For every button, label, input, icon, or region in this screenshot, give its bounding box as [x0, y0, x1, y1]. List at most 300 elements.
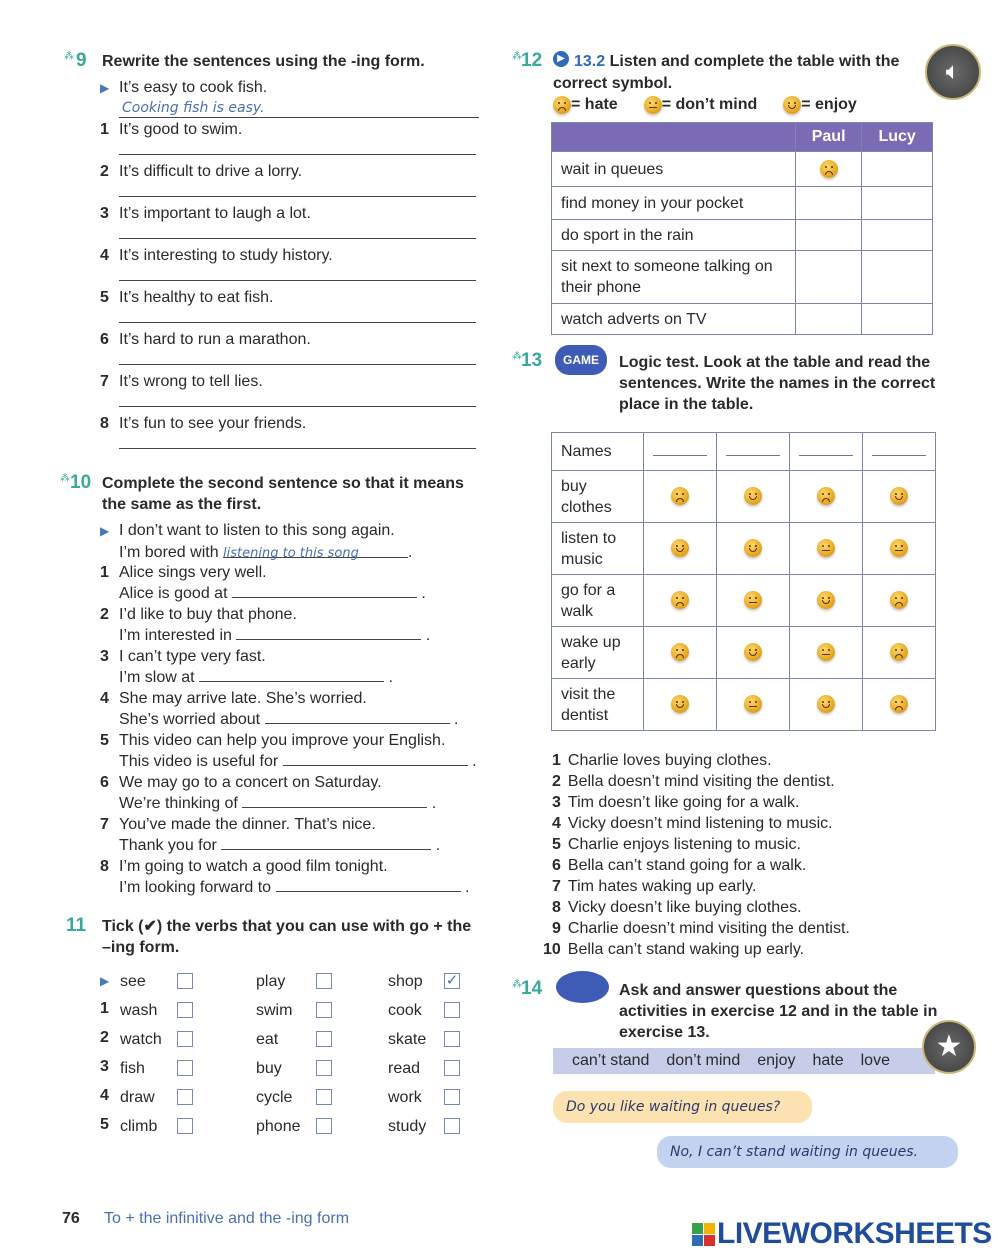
sentence-number: 10 — [543, 941, 561, 958]
star-button[interactable] — [922, 1020, 976, 1074]
hate-face-icon — [890, 695, 908, 713]
item-number: 1 — [100, 121, 109, 138]
speaker-icon: 🔈︎ — [945, 58, 961, 85]
activity-cell: do sport in the rain — [552, 220, 796, 251]
face-legend — [553, 94, 857, 115]
logo-text: LIVEWORKSHEETS — [717, 1217, 992, 1250]
second-sentence: I’m interested in — [119, 627, 232, 644]
verb-checkbox[interactable] — [444, 1031, 460, 1047]
star-marker-icon: ⁂ — [512, 351, 522, 362]
exercise-item — [100, 413, 306, 434]
star-marker-icon: ⁂ — [60, 473, 70, 484]
sentence — [552, 876, 756, 897]
exercise-item — [100, 371, 263, 392]
face-cell — [644, 575, 717, 627]
word-bank-item: love — [860, 1052, 890, 1069]
verb-label: draw — [120, 1089, 155, 1106]
answer-blank[interactable] — [236, 625, 421, 640]
word-bank — [553, 1048, 935, 1074]
table-row — [552, 627, 936, 679]
enjoy-face-icon — [744, 487, 762, 505]
item-number: 8 — [100, 415, 109, 432]
exercise-14-number: 14 — [521, 978, 543, 999]
lucy-cell[interactable] — [862, 304, 933, 335]
activity-cell: visit the dentist — [552, 679, 644, 731]
exercise-item — [100, 203, 311, 224]
title-line: –ing form. — [102, 939, 180, 956]
verb-label: phone — [256, 1118, 301, 1135]
title-line: place in the table. — [619, 396, 754, 413]
activity-cell: watch adverts on TV — [552, 304, 796, 335]
title-line: Complete the second sentence so that it means — [102, 475, 464, 492]
row-number: 3 — [100, 1058, 109, 1075]
face-cell — [717, 471, 790, 523]
verb-checkbox[interactable] — [316, 1118, 332, 1134]
hate-face-icon — [671, 487, 689, 505]
first-sentence: You’ve made the dinner. That’s nice. — [119, 816, 376, 833]
title-line: exercise 13. — [619, 1024, 710, 1041]
sentence-number: 2 — [552, 773, 561, 790]
verb-label: swim — [256, 1002, 293, 1019]
first-sentence: I’m going to watch a good film tonight. — [119, 858, 388, 875]
exercise-item: 8 I’m going to watch a good film tonight. I’m looking forward to . — [100, 858, 470, 896]
exercise-item: 4 She may arrive late. She’s worried. She’s worried about . — [100, 690, 459, 728]
exercise-item: 6 We may go to a concert on Saturday. We’re thinking of . — [100, 774, 437, 812]
exercise-9-example — [100, 77, 267, 99]
row-number: ▶ — [100, 974, 110, 988]
activity-cell: go for a walk — [552, 575, 644, 627]
item-number: 7 — [100, 816, 109, 833]
answer-blank[interactable] — [221, 835, 431, 850]
exercise-11-title — [102, 916, 471, 958]
enjoy-face-icon — [671, 695, 689, 713]
first-sentence: This video can help you improve your English. — [119, 732, 446, 749]
second-sentence: I’m bored with — [119, 544, 219, 561]
dont-mind-face-icon — [744, 591, 762, 609]
first-sentence: She may arrive late. She’s worried. — [119, 690, 367, 707]
verb-label: eat — [256, 1031, 279, 1048]
verb-label: fish — [120, 1060, 145, 1077]
answer-blank[interactable] — [232, 583, 417, 598]
sentence-text: Tim doesn’t like going for a walk. — [567, 794, 800, 811]
logic-table — [551, 432, 936, 731]
answer-line[interactable] — [119, 406, 476, 407]
verb-label: cycle — [256, 1089, 293, 1106]
item-text: It’s healthy to eat fish. — [119, 289, 274, 306]
legend-label: = don’t mind — [661, 96, 758, 113]
sentence-text: Charlie doesn’t mind visiting the dentist. — [567, 920, 850, 937]
face-cell — [790, 471, 863, 523]
second-sentence: I’m looking forward to — [119, 879, 272, 896]
verb-checkbox[interactable] — [316, 1002, 332, 1018]
table-row — [552, 152, 933, 187]
column-header: Lucy — [862, 123, 933, 152]
face-cell — [717, 679, 790, 731]
item-text: It’s good to swim. — [119, 121, 243, 138]
dont-mind-face-icon — [817, 539, 835, 557]
star-marker-icon: ⁂ — [64, 51, 74, 62]
answer-line[interactable] — [119, 364, 476, 365]
track-number: 13.2 — [574, 53, 606, 70]
face-cell — [790, 523, 863, 575]
verb-checkbox-checked[interactable]: ✓ — [445, 972, 459, 989]
face-cell — [863, 575, 936, 627]
item-text: It’s important to laugh a lot. — [119, 205, 311, 222]
item-number: 6 — [100, 331, 109, 348]
exercise-9-number: 9 — [76, 50, 87, 71]
audio-track-icon: ▶ — [553, 51, 569, 67]
activity-cell: wait in queues — [552, 152, 796, 187]
word-bank-item: hate — [812, 1052, 844, 1069]
answer-line[interactable] — [119, 448, 476, 449]
paul-cell[interactable] — [796, 304, 862, 335]
dont-mind-face-icon — [744, 695, 762, 713]
hate-face-icon — [817, 487, 835, 505]
second-sentence: Thank you for — [119, 837, 217, 854]
first-sentence: I’d like to buy that phone. — [119, 606, 297, 623]
legend-item — [553, 96, 618, 113]
dont-mind-face-icon — [644, 96, 662, 114]
verb-label: skate — [388, 1031, 427, 1048]
name-blank[interactable] — [872, 455, 926, 456]
activity-cell: find money in your pocket — [552, 187, 796, 220]
answer-blank[interactable] — [276, 877, 461, 892]
hate-face-icon — [890, 643, 908, 661]
column-header: Paul — [796, 123, 862, 152]
verb-label: shop — [388, 973, 423, 990]
verb-checkbox[interactable] — [444, 1118, 460, 1134]
hate-face-icon — [671, 591, 689, 609]
table-row — [552, 220, 933, 251]
verb-checkbox[interactable] — [177, 1002, 193, 1018]
sentence-text: Charlie loves buying clothes. — [567, 752, 772, 769]
face-cell — [863, 679, 936, 731]
legend-item — [644, 96, 758, 113]
example-answer: Cooking fish is easy. — [122, 100, 265, 116]
game-badge: GAME — [555, 345, 607, 375]
item-text: It’s interesting to study history. — [119, 247, 333, 264]
face-cell — [863, 627, 936, 679]
table-row — [552, 304, 933, 335]
enjoy-face-icon — [671, 539, 689, 557]
table-row — [552, 679, 936, 731]
word-bank-item: don’t mind — [666, 1052, 741, 1069]
table-row — [552, 187, 933, 220]
activity-cell: wake up early — [552, 627, 644, 679]
verb-checkbox[interactable] — [444, 1089, 460, 1105]
exercise-10-title — [102, 473, 464, 515]
title-line: Ask and answer questions about the — [619, 982, 898, 999]
exercise-13-number: 13 — [521, 350, 543, 371]
face-cell — [644, 627, 717, 679]
exercise-item — [100, 119, 242, 140]
face-cell — [717, 575, 790, 627]
table-row — [552, 523, 936, 575]
table-header-row — [552, 123, 933, 152]
row-number: 4 — [100, 1087, 109, 1104]
face-cell — [863, 523, 936, 575]
answer-blank[interactable] — [283, 751, 468, 766]
question-bubble: Do you like waiting in queues? — [553, 1091, 812, 1123]
sentence-number: 8 — [552, 899, 561, 916]
sentence-text: Vicky doesn’t like buying clothes. — [567, 899, 802, 916]
face-cell — [863, 471, 936, 523]
verb-label: play — [256, 973, 286, 990]
exercise-item: 2 I’d like to buy that phone. I’m interested in . — [100, 606, 431, 644]
sentence-text: Charlie enjoys listening to music. — [567, 836, 801, 853]
verb-label: watch — [120, 1031, 162, 1048]
answer-line[interactable] — [119, 154, 476, 155]
face-cell — [644, 523, 717, 575]
name-cell[interactable] — [644, 433, 717, 471]
verb-label: work — [388, 1089, 422, 1106]
name-cell[interactable] — [717, 433, 790, 471]
legend-label: = enjoy — [801, 96, 857, 113]
title-line: activities in exercise 12 and in the table in — [619, 1003, 938, 1020]
example-answer: listening to this song — [223, 543, 408, 558]
page-number: 76 — [62, 1210, 80, 1227]
sentence — [552, 792, 799, 813]
exercise-10-example: ▶ I don’t want to listen to this song again. I’m bored with listening to this song . — [100, 522, 413, 561]
verb-checkbox[interactable] — [444, 1002, 460, 1018]
title-line: Tick (✔) the verbs that you can use with go + the — [102, 918, 472, 935]
item-number: 3 — [100, 205, 109, 222]
verb-checkbox[interactable] — [316, 1089, 332, 1105]
sentence-text: Bella can’t stand going for a walk. — [567, 857, 807, 874]
title-line: sentences. Write the names in the correct — [619, 375, 936, 392]
item-number: 3 — [100, 648, 109, 665]
exercise-9-title: Rewrite the sentences using the -ing form. — [102, 53, 425, 70]
item-text: It’s fun to see your friends. — [119, 415, 307, 432]
second-sentence: We’re thinking of — [119, 795, 238, 812]
item-number: 2 — [100, 606, 109, 623]
lucy-cell[interactable] — [862, 152, 933, 187]
face-cell — [790, 627, 863, 679]
answer-bubble: No, I can’t stand waiting in queues. — [657, 1136, 958, 1168]
enjoy-face-icon — [817, 695, 835, 713]
logo-icon — [692, 1223, 715, 1246]
footer-title: To + the infinitive and the -ing form — [104, 1210, 350, 1227]
row-number: 5 — [100, 1116, 109, 1133]
enjoy-face-icon — [744, 539, 762, 557]
hate-face-icon — [890, 591, 908, 609]
word-bank-item: can’t stand — [572, 1052, 650, 1069]
sentence-number: 9 — [552, 920, 561, 937]
sentence-number: 6 — [552, 857, 561, 874]
verb-checkbox[interactable] — [444, 1060, 460, 1076]
answer-line[interactable] — [119, 280, 476, 281]
verb-label: see — [120, 973, 146, 990]
lucy-cell[interactable] — [862, 220, 933, 251]
star-marker-icon: ⁂ — [512, 51, 522, 62]
example-text: It’s easy to cook fish. — [119, 79, 268, 96]
item-number: 4 — [100, 690, 109, 707]
sentence — [552, 855, 806, 876]
face-cell — [717, 523, 790, 575]
sentence — [552, 813, 833, 834]
answer-line[interactable] — [119, 238, 476, 239]
names-row — [552, 433, 936, 471]
sentence-number: 1 — [552, 752, 561, 769]
table-row — [552, 251, 933, 304]
play-triangle-icon: ▶ — [100, 524, 110, 538]
enjoy-face-icon — [890, 487, 908, 505]
word-bank-item: enjoy — [757, 1052, 796, 1069]
exercise-13-title — [619, 352, 935, 415]
face-cell — [790, 575, 863, 627]
exercise-14-title — [619, 980, 937, 1043]
answer-blank[interactable] — [242, 793, 427, 808]
sentence — [552, 771, 835, 792]
exercise-12-number: 12 — [521, 50, 543, 71]
item-number: 4 — [100, 247, 109, 264]
face-cell — [717, 627, 790, 679]
face-cell — [790, 679, 863, 731]
lucy-cell[interactable] — [862, 251, 933, 304]
item-number: 8 — [100, 858, 109, 875]
sentence-text: Tim hates waking up early. — [567, 878, 757, 895]
first-sentence: I can’t type very fast. — [119, 648, 266, 665]
sentence-number: 7 — [552, 878, 561, 895]
face-cell — [644, 471, 717, 523]
sentence-text: Bella doesn’t mind visiting the dentist. — [567, 773, 835, 790]
verb-label: read — [388, 1060, 421, 1077]
title-line: correct symbol. — [553, 75, 673, 92]
title-line: Listen and complete the table with the — [609, 53, 900, 70]
name-blank[interactable] — [799, 455, 853, 456]
item-text: It’s wrong to tell lies. — [119, 373, 263, 390]
item-text: It’s difficult to drive a lorry. — [119, 163, 303, 180]
exercise-12-title — [574, 51, 899, 72]
sentence-number: 5 — [552, 836, 561, 853]
answer-blank[interactable] — [265, 709, 450, 724]
sentence — [552, 918, 850, 939]
verb-label: climb — [120, 1118, 158, 1135]
verb-checkbox[interactable] — [316, 1060, 332, 1076]
first-sentence: I don’t want to listen to this song again. — [119, 522, 395, 539]
exercise-item — [100, 245, 333, 266]
activity-cell: sit next to someone talking on their phone — [552, 251, 796, 304]
answer-blank[interactable] — [199, 667, 384, 682]
exercise-item: 7 You’ve made the dinner. That’s nice. Thank you for . — [100, 816, 441, 854]
item-number: 7 — [100, 373, 109, 390]
liveworksheets-logo — [692, 1217, 992, 1251]
exercise-item — [100, 161, 302, 182]
answer-line[interactable] — [119, 322, 476, 323]
answer-line[interactable] — [119, 196, 476, 197]
paul-cell[interactable] — [796, 251, 862, 304]
exercise-11-number: 11 — [66, 915, 87, 936]
title-line: Logic test. Look at the table and read the — [619, 354, 931, 371]
paul-cell[interactable] — [796, 187, 862, 220]
sentence — [552, 750, 772, 771]
sentence — [552, 897, 802, 918]
exercise-item: 5 This video can help you improve your English. This video is useful for . — [100, 732, 477, 770]
item-text: It’s hard to run a marathon. — [119, 331, 311, 348]
second-sentence: She’s worried about — [119, 711, 261, 728]
verb-checkbox[interactable] — [316, 1031, 332, 1047]
item-number: 2 — [100, 163, 109, 180]
activity-cell: listen to music — [552, 523, 644, 575]
table-row — [552, 575, 936, 627]
item-number: 5 — [100, 732, 109, 749]
second-sentence: Alice is good at — [119, 585, 228, 602]
star-marker-icon: ⁂ — [512, 979, 522, 990]
hate-face-icon — [553, 96, 571, 114]
exercise-item — [100, 329, 311, 350]
names-label: Names — [552, 433, 644, 471]
verb-checkbox[interactable] — [177, 1089, 193, 1105]
verb-checkbox[interactable] — [177, 973, 193, 989]
header-blank — [552, 123, 796, 152]
first-sentence: Alice sings very well. — [119, 564, 267, 581]
audio-play-button[interactable] — [925, 44, 981, 100]
title-line: the same as the first. — [102, 496, 262, 513]
sentence — [552, 834, 801, 855]
name-blank[interactable] — [726, 455, 780, 456]
first-sentence: We may go to a concert on Saturday. — [119, 774, 382, 791]
name-cell[interactable] — [790, 433, 863, 471]
sentence-number: 3 — [552, 794, 561, 811]
item-number: 1 — [100, 564, 109, 581]
exercise-12-table — [551, 122, 933, 335]
name-cell[interactable] — [863, 433, 936, 471]
verb-checkbox[interactable] — [177, 1118, 193, 1134]
lucy-cell[interactable] — [862, 187, 933, 220]
exercise-item: 3 I can’t type very fast. I’m slow at . — [100, 648, 393, 686]
verb-label: buy — [256, 1060, 282, 1077]
enjoy-face-icon — [817, 591, 835, 609]
sentence — [543, 939, 804, 960]
activity-cell: buy clothes — [552, 471, 644, 523]
exercise-10-number: 10 — [70, 472, 92, 493]
paul-cell[interactable] — [796, 152, 862, 187]
face-cell — [644, 679, 717, 731]
sentence-number: 4 — [552, 815, 561, 832]
verb-label: wash — [120, 1002, 158, 1019]
star-icon: ★ — [935, 1030, 963, 1063]
name-blank[interactable] — [653, 455, 707, 456]
speech-bubble-icon — [556, 971, 609, 1003]
table-row — [552, 471, 936, 523]
sentence-text: Vicky doesn’t mind listening to music. — [567, 815, 833, 832]
legend-item — [783, 96, 857, 113]
answer-line — [119, 117, 479, 118]
verb-checkbox[interactable] — [177, 1031, 193, 1047]
paul-cell[interactable] — [796, 220, 862, 251]
verb-checkbox[interactable] — [316, 973, 332, 989]
hate-face-icon — [671, 643, 689, 661]
dont-mind-face-icon — [817, 643, 835, 661]
second-sentence: This video is useful for — [119, 753, 279, 770]
dont-mind-face-icon — [890, 539, 908, 557]
enjoy-face-icon — [783, 96, 801, 114]
verb-label: cook — [388, 1002, 422, 1019]
exercise-item: 1 Alice sings very well. Alice is good at . — [100, 564, 426, 602]
row-number: 2 — [100, 1029, 109, 1046]
exercise-item — [100, 287, 273, 308]
enjoy-face-icon — [744, 643, 762, 661]
verb-label: study — [388, 1118, 427, 1135]
hate-face-icon — [820, 160, 838, 178]
play-triangle-icon: ▶ — [100, 81, 110, 95]
item-number: 5 — [100, 289, 109, 306]
sentence-text: Bella can’t stand waking up early. — [567, 941, 805, 958]
second-sentence: I’m slow at — [119, 669, 195, 686]
verb-checkbox[interactable] — [177, 1060, 193, 1076]
item-number: 6 — [100, 774, 109, 791]
row-number: 1 — [100, 1000, 109, 1017]
